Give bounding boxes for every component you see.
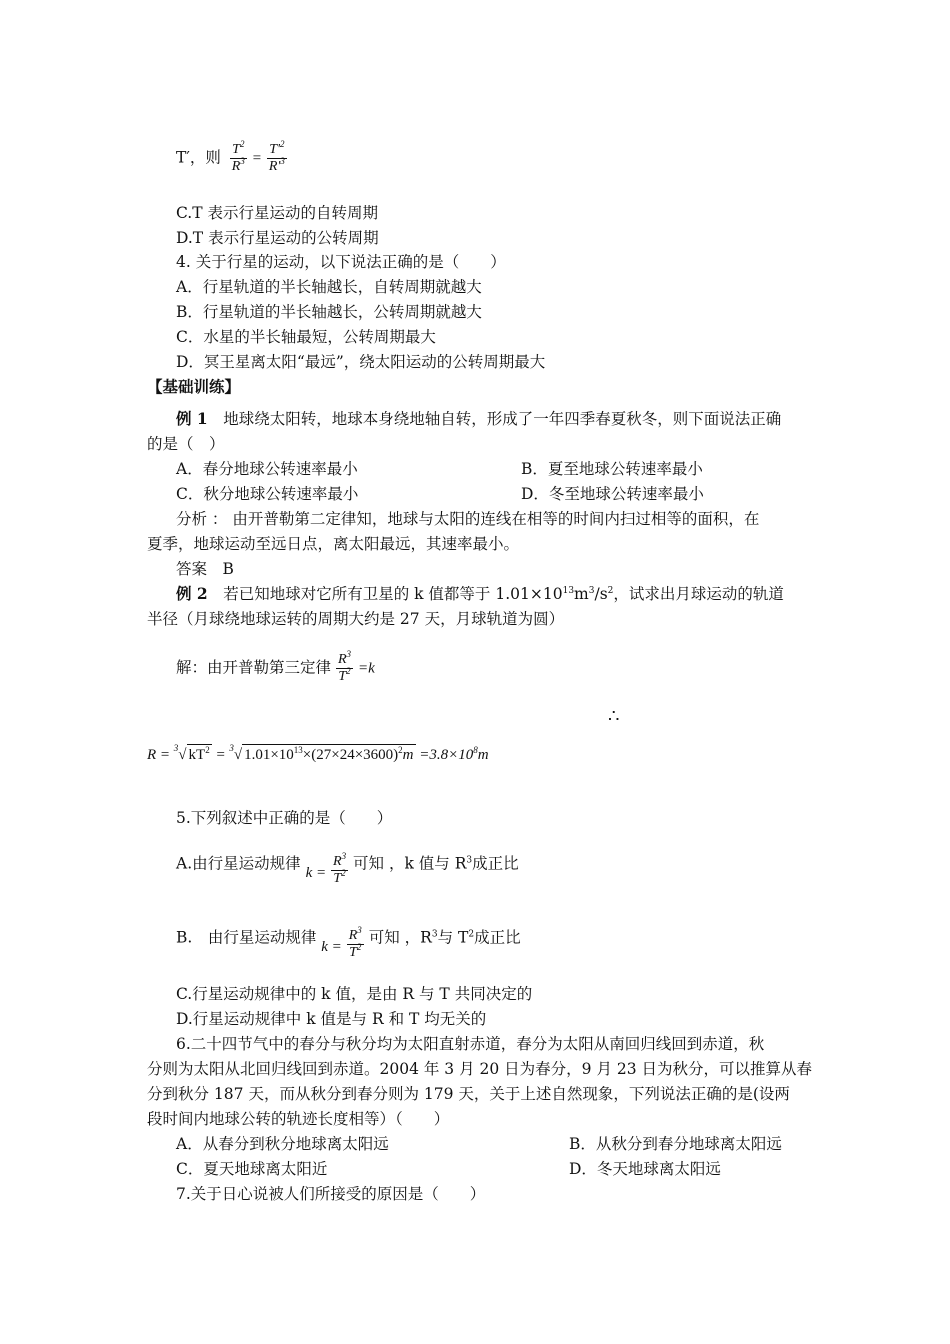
ex1-option-a: A．春分地球公转速率最小 <box>176 460 358 478</box>
q7-stem: 7.关于日心说被人们所接受的原因是（ ） <box>176 1185 486 1203</box>
ex1-stem-line2: 的是（ ） <box>147 435 225 453</box>
ex1-stem-line1: 例 1 地球绕太阳转，地球本身绕地轴自转，形成了一年四季春夏秋冬，则下面说法正确 <box>176 409 782 428</box>
ex2-equals-k: =k <box>357 660 375 677</box>
q6-option-d: D．冬天地球离太阳远 <box>569 1160 721 1178</box>
q6-stem-line1: 6.二十四节气中的春分与秋分均为太阳直射赤道，春分为太阳从南回归线回到赤道，秋 <box>176 1035 765 1053</box>
ex1-option-b: B．夏至地球公转速率最小 <box>521 460 703 478</box>
q3-formula-line <box>176 139 287 175</box>
q5-a-fraction: $\frac{R^3}{T^2}$ <box>333 851 347 886</box>
ex2-stem-line2: 半径（月球绕地球运转的周期大约是 27 天，月球轨道为圆） <box>147 610 565 628</box>
q6-stem-line3: 分到秋分 187 天，而从秋分到春分则为 179 天，关于上述自然现象，下列说法正确的是(设两 <box>147 1085 790 1103</box>
ex1-option-c: C．秋分地球公转速率最小 <box>176 485 359 503</box>
q4-option-a: A．行星轨道的半长轴越长，自转周期就越大 <box>176 278 482 296</box>
q6-stem-line2: 分则为太阳从北回归线回到赤道。2004 年 3 月 20 日为春分，9 月 23 日为秋分，可以推算从春 <box>147 1060 813 1078</box>
q4-option-c: C．水星的半长轴最短，公转周期最大 <box>176 328 436 346</box>
ex1-analysis-line2: 夏季，地球运动至远日点，离太阳最远，其速率最小。 <box>147 535 520 553</box>
q5-option-c: C.行星运动规律中的 k 值，是由 R 与 T 共同决定的 <box>176 985 533 1003</box>
ex2-kepler-fraction: $\frac{R^3}{T^2}$ <box>337 649 352 684</box>
therefore-symbol: ∴ <box>608 706 620 727</box>
section-title: 【基础训练】 <box>147 377 241 396</box>
q4-option-b: B．行星轨道的半长轴越长，公转周期就越大 <box>176 303 482 321</box>
q3-option-c: C.T 表示行星运动的自转周期 <box>176 204 379 222</box>
ex2-label: 例 2 <box>176 584 208 603</box>
q4-option-d: D．冥王星离太阳“最远”，绕太阳运动的公转周期最大 <box>176 353 546 371</box>
q5-b-fraction: $\frac{R^3}{T^2}$ <box>348 925 362 960</box>
q6-stem-line4: 段时间内地球公转的轨迹长度相等）（ ） <box>147 1110 450 1128</box>
q3-lead-text: T′，则 <box>176 148 221 167</box>
ex2-solution-lead: 解：由开普勒第三定律 <box>176 658 332 677</box>
ex1-answer: 答案 B <box>176 560 234 578</box>
q6-option-c: C．夏天地球离太阳近 <box>176 1160 328 1178</box>
q6-option-a: A．从春分到秋分地球离太阳远 <box>176 1135 389 1153</box>
q5-stem: 5.下列叙述中正确的是（ ） <box>176 809 393 827</box>
ex1-analysis-line1: 分析 ： 由开普勒第二定律知，地球与太阳的连线在相等的时间内扫过相等的面积，在 <box>176 510 760 528</box>
ex2-stem-line1: 例 2 若已知地球对它所有卫星的 k 值都等于 $1.01\times 10^{13}m^3/s^2$，试求出月球运动的轨道 <box>176 584 784 603</box>
ex2-result-formula: R = $^3$√ $kT^2 = ^3√$ $1.01\times 10^{13}\times(27\times 24\times 3600)^2m =3.8\times 10^8m$ <box>147 743 489 763</box>
q3-fraction-1: $\frac{T^2}{R^3}$ <box>231 139 245 174</box>
ex1-option-d: D．冬至地球公转速率最小 <box>521 485 704 503</box>
q5-option-d: D.行星运动规律中 k 值是与 R 和 T 均无关的 <box>176 1010 487 1028</box>
q3-option-d: D.T 表示行星运动的公转周期 <box>176 229 379 247</box>
q4-stem: 4. 关于行星的运动，以下说法正确的是（ ） <box>176 253 506 271</box>
q5-option-b: B. 由行星运动规律 k = $\frac{R^3}{T^2}$ 可知 ，$R^3$与 $T^2$成正比 <box>176 925 521 960</box>
q5-option-a: A.由行星运动规律 k = $\frac{R^3}{T^2}$ 可知 ，k 值与 $R^3$成正比 <box>176 851 519 886</box>
q3-equals: = <box>251 150 262 167</box>
ex1-label: 例 1 <box>176 409 208 428</box>
q3-fraction-2: $\frac{T'^2}{R'^3}$ <box>268 139 285 174</box>
q6-option-b: B．从秋分到春分地球离太阳远 <box>569 1135 782 1153</box>
ex2-solution-line <box>176 649 375 685</box>
